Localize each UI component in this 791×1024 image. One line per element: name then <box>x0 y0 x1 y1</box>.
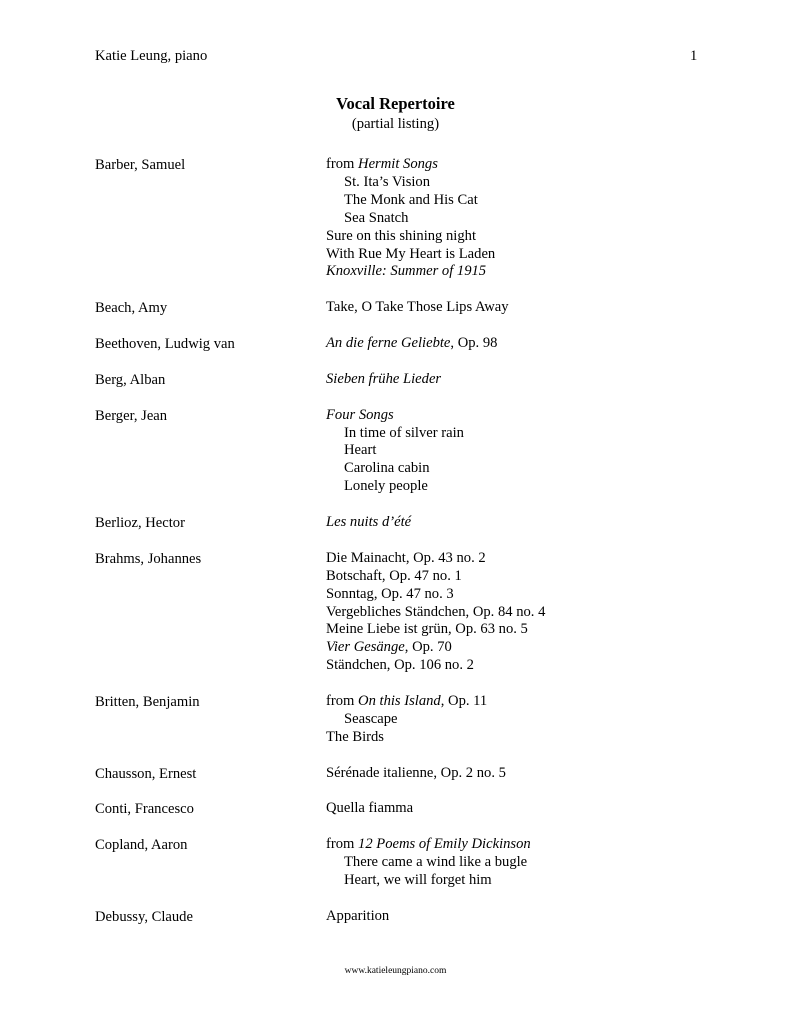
work-title-text: , Op. 70 <box>404 639 452 656</box>
work-title-italic: Sieben frühe Lieder <box>326 370 442 387</box>
works-list <box>326 800 413 818</box>
work-title <box>326 836 531 854</box>
composer-name: Berlioz, Hector <box>95 515 185 531</box>
works-list <box>326 693 487 747</box>
works-list <box>326 335 497 353</box>
works-list <box>326 514 411 532</box>
work-title <box>326 371 441 389</box>
composer-name: Berger, Jean <box>95 407 168 424</box>
page-subtitle: (partial listing) <box>351 116 440 132</box>
page-title: Vocal Repertoire <box>336 94 455 113</box>
work-title <box>326 568 545 586</box>
work-title-text: Vergebliches Ständchen, Op. 84 no. 4 <box>326 603 546 620</box>
work-title-italic: 12 Poems of Emily Dickinson <box>358 836 531 853</box>
work-title-text: from <box>326 836 359 853</box>
work-title <box>326 604 545 622</box>
work-title <box>326 228 495 246</box>
composer-name: Beach, Amy <box>95 300 168 317</box>
works-list <box>326 550 545 675</box>
work-title-text: Heart <box>344 442 377 459</box>
work-title-text: from <box>326 693 359 709</box>
work-title-italic: On this Island <box>358 693 441 709</box>
work-title <box>326 711 487 729</box>
work-title <box>326 478 464 496</box>
footer-website: www.katieleungpiano.com <box>344 966 447 976</box>
work-title-text: The Monk and His Cat <box>344 191 478 208</box>
work-title-text: Carolina cabin <box>344 460 430 477</box>
work-title-text: There came a wind like a bugle <box>344 854 528 871</box>
work-title-text: , Op. 11 <box>440 693 488 709</box>
work-title <box>326 263 495 281</box>
work-title-text: from <box>326 156 359 172</box>
work-title <box>326 299 509 317</box>
work-title <box>326 550 545 568</box>
composer-name: Conti, Francesco <box>95 801 194 818</box>
work-title-italic: Four Songs <box>326 406 394 423</box>
work-title-text: Die Mainacht, Op. 43 no. 2 <box>326 549 486 566</box>
work-title-text: Sure on this shining night <box>326 227 476 244</box>
work-title-italic: An die ferne Geliebte <box>326 335 451 351</box>
work-title-italic: Les nuits d’été <box>326 514 412 530</box>
work-title <box>326 335 497 353</box>
work-title-text: Meine Liebe ist grün, Op. 63 no. 5 <box>326 621 528 638</box>
header-performer-name: Katie Leung, piano <box>95 48 208 64</box>
page-number: 1 <box>690 48 698 64</box>
works-list <box>326 371 441 389</box>
composer-name: Copland, Aaron <box>95 837 188 854</box>
work-title-text: Heart, we will forget him <box>344 872 492 888</box>
work-title-text: Apparition <box>326 907 390 924</box>
work-title <box>326 621 545 639</box>
work-title-italic: Knoxville: Summer of 1915 <box>326 263 487 280</box>
work-title <box>326 442 464 460</box>
works-list <box>326 156 495 281</box>
work-title-text: In time of silver rain <box>344 424 464 441</box>
work-title <box>326 854 531 872</box>
work-title-text: Ständchen, Op. 106 no. 2 <box>326 657 474 674</box>
work-title <box>326 729 487 747</box>
work-title-text: With Rue My Heart is Laden <box>326 245 496 262</box>
work-title-text: Sérénade italienne, Op. 2 no. 5 <box>326 764 506 781</box>
work-title-text: St. Ita’s Vision <box>344 173 431 190</box>
work-title <box>326 425 464 443</box>
work-title-italic: Vier Gesänge <box>326 639 405 656</box>
works-list <box>326 765 506 783</box>
composer-name: Britten, Benjamin <box>95 694 200 710</box>
work-title <box>326 639 545 657</box>
composer-name: Berg, Alban <box>95 371 166 388</box>
work-title-text: Lonely people <box>344 478 428 495</box>
work-title <box>326 586 545 604</box>
work-title <box>326 246 495 264</box>
work-title <box>326 174 495 192</box>
composer-name: Debussy, Claude <box>95 908 193 925</box>
work-title <box>326 156 495 174</box>
work-title <box>326 800 413 818</box>
work-title <box>326 210 495 228</box>
work-title <box>326 657 545 675</box>
work-title <box>326 693 487 711</box>
work-title <box>326 872 531 890</box>
work-title <box>326 514 411 532</box>
composer-name: Brahms, Johannes <box>95 550 202 567</box>
work-title <box>326 192 495 210</box>
composer-name: Beethoven, Ludwig van <box>95 336 235 352</box>
work-title <box>326 460 464 478</box>
work-title <box>326 765 506 783</box>
work-title-text: Botschaft, Op. 47 no. 1 <box>326 567 462 584</box>
work-title <box>326 908 389 926</box>
composer-name: Chausson, Ernest <box>95 765 197 782</box>
work-title-text: Take, O Take Those Lips Away <box>326 299 509 316</box>
work-title-text: The Birds <box>326 728 384 745</box>
composer-name: Barber, Samuel <box>95 157 186 173</box>
works-list <box>326 908 389 926</box>
work-title-text: Quella fiamma <box>326 800 414 817</box>
work-title-text: , Op. 98 <box>450 335 498 351</box>
work-title-text: Sonntag, Op. 47 no. 3 <box>326 585 454 602</box>
works-list <box>326 407 464 497</box>
work-title-italic: Hermit Songs <box>358 156 438 172</box>
works-list <box>326 836 531 890</box>
works-list <box>326 299 509 317</box>
work-title <box>326 407 464 425</box>
work-title-text: Seascape <box>344 710 398 727</box>
work-title-text: Sea Snatch <box>344 209 409 226</box>
